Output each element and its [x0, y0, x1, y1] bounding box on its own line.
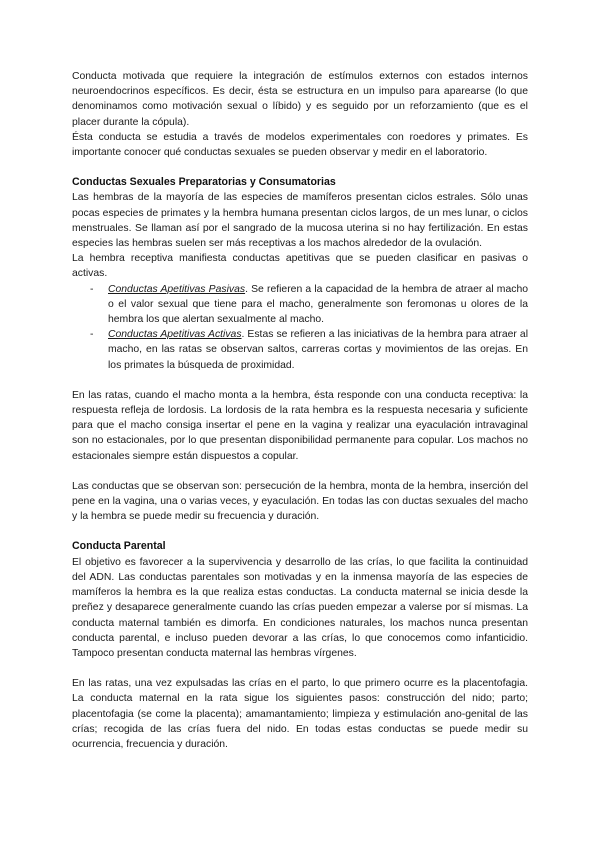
term-description: . Estas se refieren a las iniciativas de la hembra para atraer al macho, en las ratas se observan saltos, carreras cortas y movimientos de las orejas. En los primates la búsqueda de proximidad. — [108, 329, 528, 371]
list-item — [72, 327, 528, 373]
section1-paragraph-1: Las hembras de la mayoría de las especies de mamíferos presentan ciclos estrales. Sólo unas pocas especies de primates y la hembra humana presentan ciclos largos, de un mes lunar, o ciclos menstruales. Se llaman así por el sangrado de la mucosa uterina si no hay fertilización. En estas especies las hembras suelen ser más receptivas a los machos alrededor de la ovulación. — [72, 192, 528, 250]
term-passive-appetitive: Conductas Apetitivas Pasivas — [108, 283, 246, 295]
term-active-appetitive: Conductas Apetitivas Activas — [108, 329, 242, 341]
dash-bullet: - — [90, 283, 94, 295]
intro-paragraph-1: Conducta motivada que requiere la integración de estímulos externos con estados internos neuroendocrinos específicos. Es decir, ésta se estructura en un impulso para aparearse (lo que denominamos como motivación sexual o líbido) y es seguido por un reforzamiento (que es el placer durante la cópula). — [72, 71, 528, 128]
section-title-parental-behavior: Conducta Parental — [72, 540, 166, 553]
dash-bullet: - — [90, 329, 94, 341]
section-title-sexual-behaviors: Conductas Sexuales Preparatorias y Consumatorias — [72, 176, 336, 189]
section1-paragraph-4: Las conductas que se observan son: persecución de la hembra, monta de la hembra, inserción del pene en la vagina, una o varias veces, y eyaculación. En todas las con ductas sexuales del macho y la hembra se puede medir su frecuencia y duración. — [72, 480, 528, 523]
list-item — [72, 282, 528, 328]
section2-paragraph-1: El objetivo es favorecer a la supervivencia y desarrollo de las crías, lo que facilita la continuidad del ADN. Las conductas parentales son motivadas y en la inmensa mayoría de las especies de mamíferos la hembra es la que realiza estas conductas. La conducta maternal se inicia desde la preñez y desaparece generalmente cuando las crías pueden empezar a valerse por sí mismas. La conducta maternal también es dimorfa. En condiciones naturales, los machos nunca presentan conducta parental, e incluso pueden devorar a las crías, lo que conocemos como infanticidio. Tampoco presentan conducta maternal las hembras vírgenes. — [72, 556, 528, 659]
section2-paragraph-2: En las ratas, una vez expulsadas las crías en el parto, lo que primero ocurre es la placentofagia. La conducta maternal en la rata sigue los siguientes pasos: construcción del nido; parto; placentofagia (se come la placenta); amamantamiento; limpieza y estimulación ano-genital de las crías; recogida de las crías fuera del nido. En todas estas conductas se puede medir su ocurrencia, frecuencia y duración. — [72, 678, 528, 750]
term-description: . Se refieren a la capacidad de la hembra de atraer al macho o el valor sexual que tiene para el macho, generalmente son feromonas u olores de la hembra los que alertan sexualmente al macho. — [108, 283, 528, 326]
intro-paragraph-2: Ésta conducta se estudia a través de modelos experimentales con roedores y primates. Es importante conocer qué conductas sexuales se pueden observar y medir en el laboratorio. — [72, 131, 528, 159]
section1-paragraph-2: La hembra receptiva manifiesta conductas apetitivas que se pueden clasificar en pasivas o activas. — [72, 253, 528, 280]
section1-paragraph-3: En las ratas, cuando el macho monta a la hembra, ésta responde con una conducta receptiva: la respuesta refleja de lordosis. La lordosis de la rata hembra es la respuesta necesaria y suficiente para que el macho consiga insertar el pene en la vagina y realizar una eyaculación intravaginal son no estacionales, por lo que presentan disponibilidad permanente para copular. Los machos no estacionales siempre están dispuestos a copular. — [72, 389, 528, 462]
appetitive-behaviors-list — [72, 282, 528, 373]
